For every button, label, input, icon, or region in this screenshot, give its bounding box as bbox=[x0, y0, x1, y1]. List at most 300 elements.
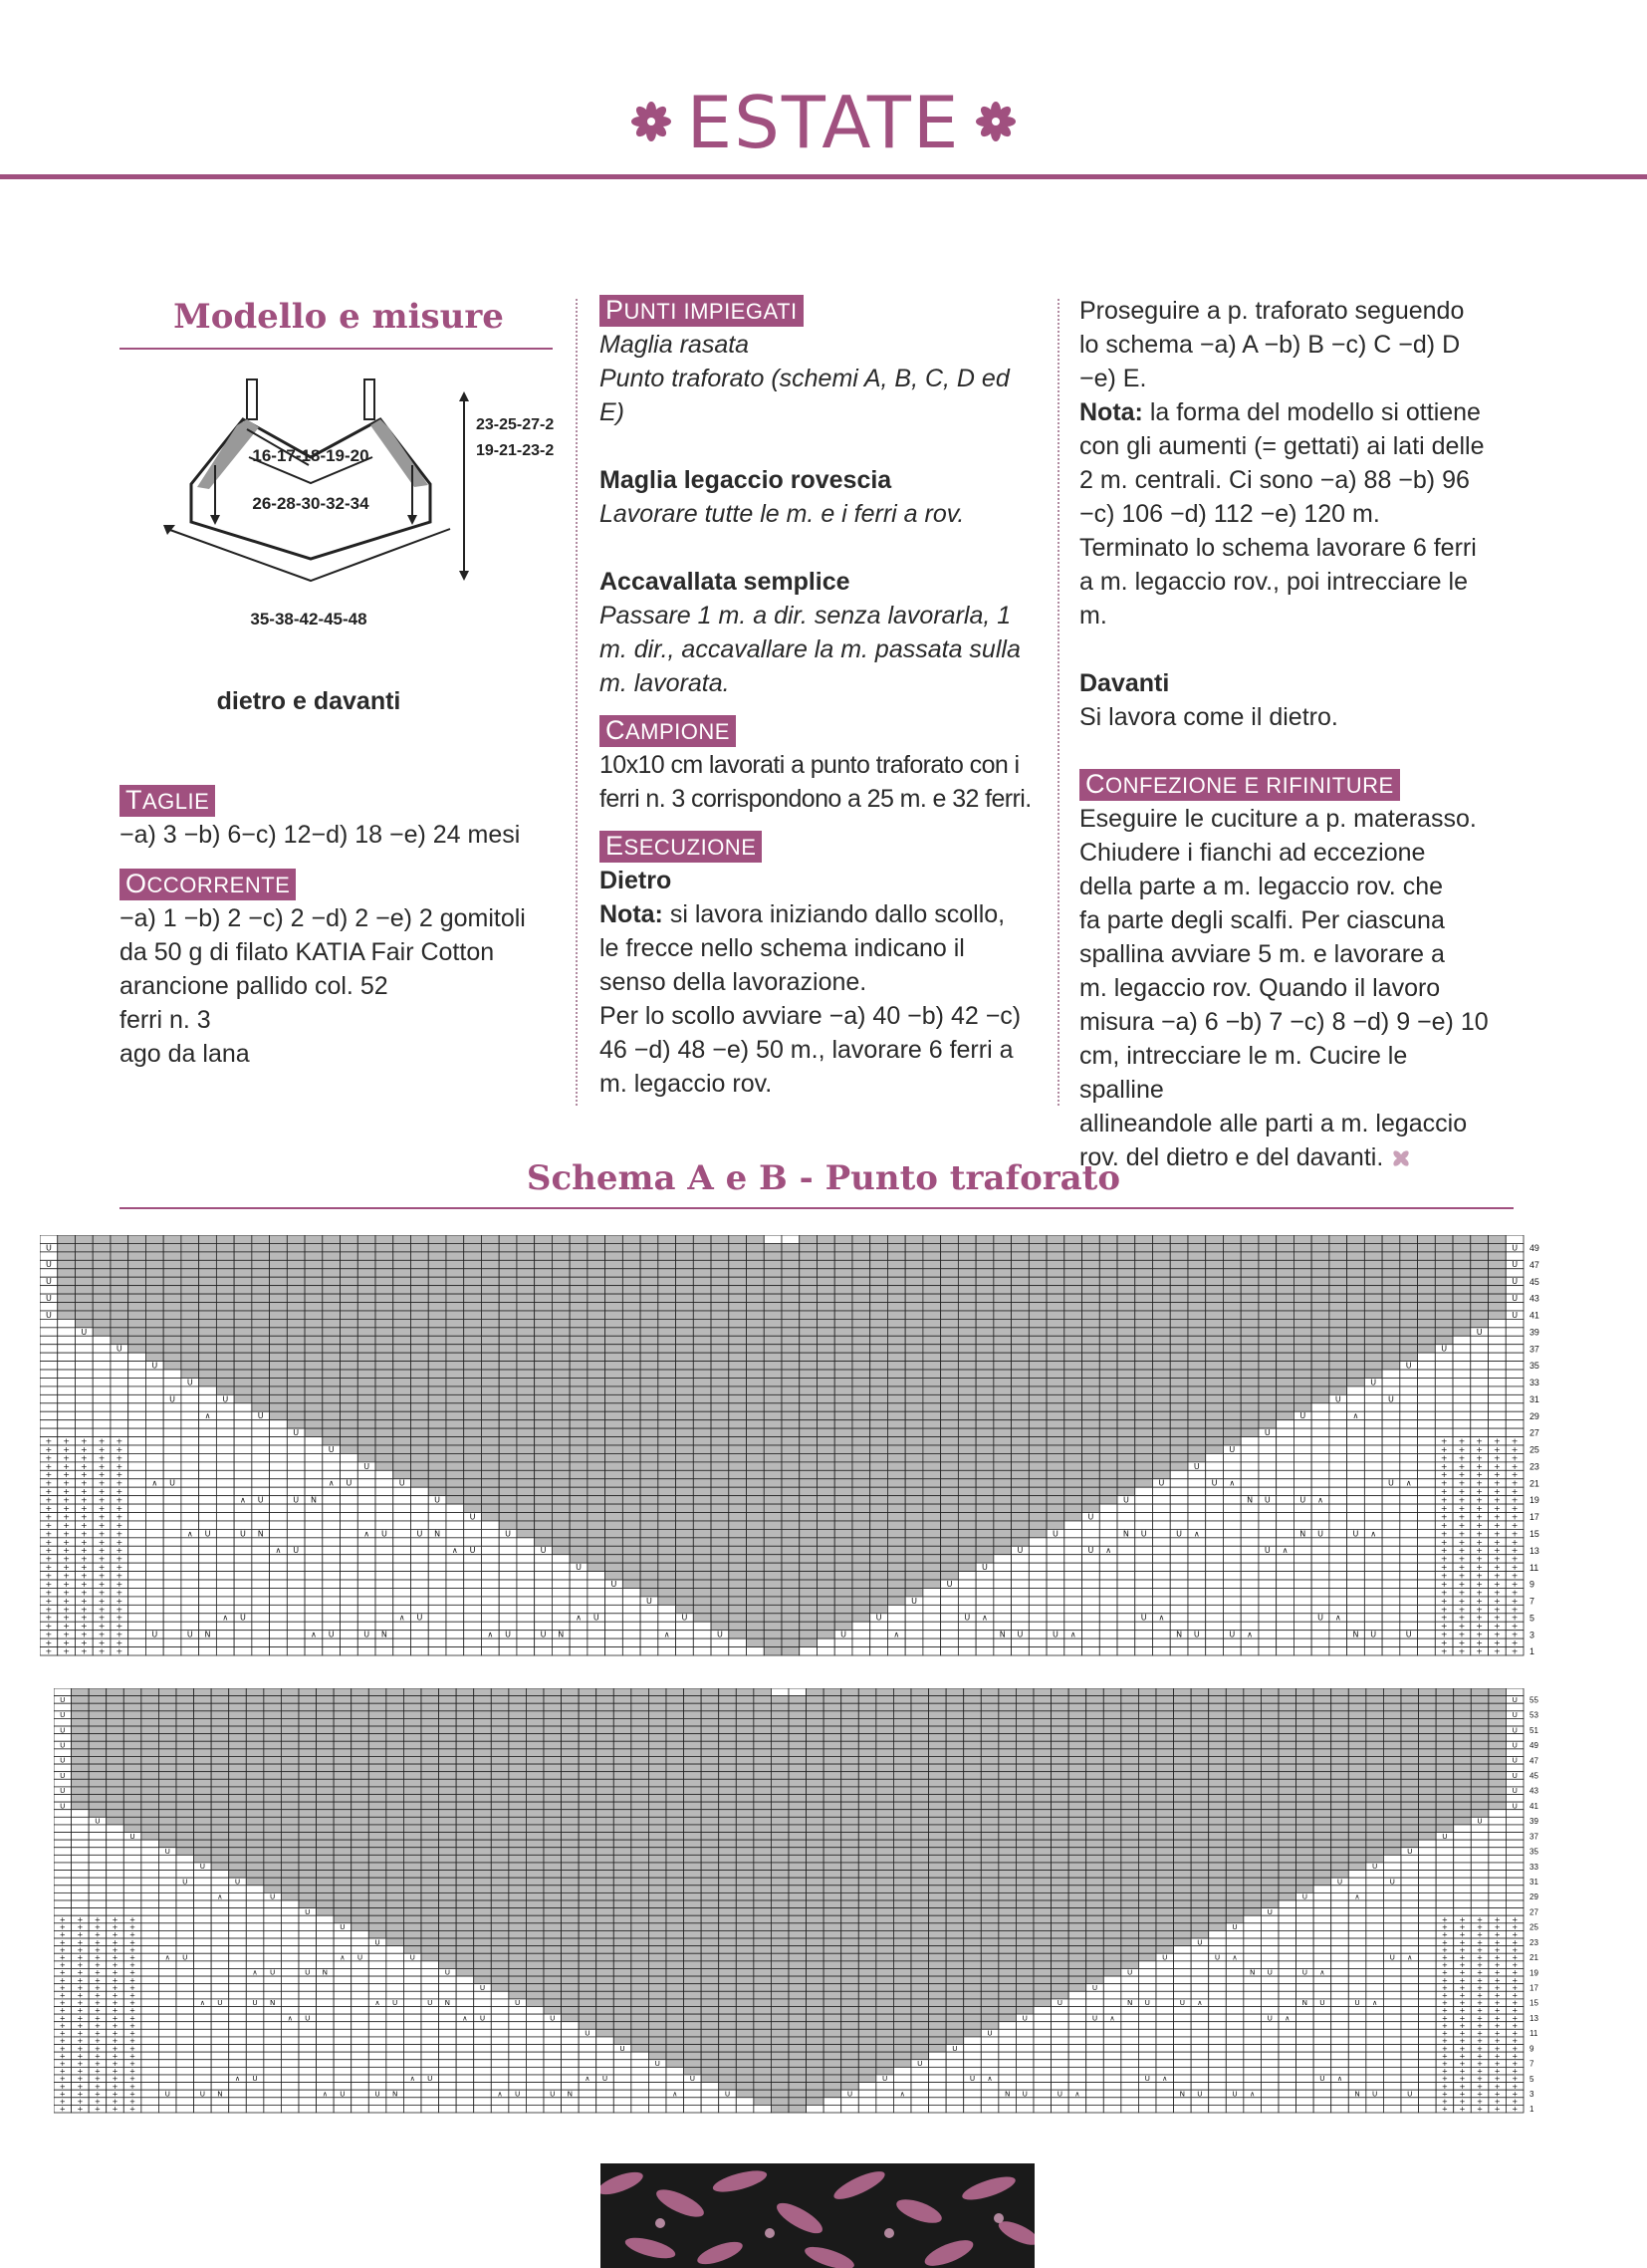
chart-cell bbox=[305, 1328, 323, 1336]
chart-cell bbox=[1400, 1260, 1418, 1268]
chart-cell bbox=[870, 1588, 888, 1596]
chart-cell bbox=[491, 1703, 509, 1711]
chart-cell bbox=[676, 1622, 694, 1630]
chart-symbol: + bbox=[63, 1646, 70, 1656]
chart-cell bbox=[800, 1521, 818, 1529]
chart-cell bbox=[481, 1605, 499, 1613]
chart-cell bbox=[1223, 1521, 1241, 1529]
chart-cell bbox=[1364, 1638, 1382, 1646]
chart-cell bbox=[1047, 1521, 1064, 1529]
chart-cell bbox=[605, 1521, 623, 1529]
chart-cell bbox=[1170, 1353, 1188, 1361]
chart-cell bbox=[693, 1277, 711, 1285]
chart-symbol: + bbox=[98, 1579, 106, 1589]
chart-cell bbox=[158, 1703, 176, 1711]
chart-cell bbox=[393, 1437, 411, 1445]
chart-cell bbox=[270, 1336, 288, 1344]
chart-cell bbox=[163, 1235, 181, 1243]
chart-cell bbox=[552, 1411, 570, 1419]
chart-cell bbox=[976, 1319, 994, 1327]
chart-cell bbox=[234, 1370, 252, 1378]
chart-row-label: 45 bbox=[1529, 1276, 1539, 1287]
chart-cell bbox=[128, 1311, 146, 1319]
chart-cell bbox=[834, 1394, 852, 1402]
chart-cell bbox=[111, 1269, 128, 1277]
chart-cell bbox=[1064, 1311, 1082, 1319]
chart-cell bbox=[579, 1688, 596, 1696]
chart-cell bbox=[1082, 1588, 1100, 1596]
chart-cell bbox=[145, 1370, 163, 1378]
chart-cell bbox=[1489, 1235, 1507, 1243]
chart-cell bbox=[446, 1235, 464, 1243]
chart-cell bbox=[216, 1496, 234, 1504]
chart-cell bbox=[544, 1711, 562, 1719]
chart-cell bbox=[1064, 1370, 1082, 1378]
chart-cell bbox=[1047, 1243, 1064, 1251]
chart-cell bbox=[1082, 1394, 1100, 1402]
chart-cell bbox=[1012, 1470, 1030, 1478]
chart-cell bbox=[375, 1622, 393, 1630]
chart-cell bbox=[446, 1362, 464, 1370]
chart-cell bbox=[552, 1638, 570, 1646]
chart-cell bbox=[145, 1386, 163, 1394]
chart-cell bbox=[570, 1647, 588, 1655]
chart-cell bbox=[588, 1403, 605, 1411]
chart-cell bbox=[1188, 1563, 1206, 1571]
chart-cell bbox=[1082, 1353, 1100, 1361]
chart-cell bbox=[858, 1688, 876, 1696]
chart-cell bbox=[941, 1605, 959, 1613]
chart-cell bbox=[481, 1513, 499, 1521]
chart-cell bbox=[411, 1260, 429, 1268]
chart-symbol: U bbox=[1158, 1478, 1165, 1488]
chart-cell bbox=[1311, 1428, 1329, 1436]
chart-cell bbox=[817, 1470, 834, 1478]
chart-cell bbox=[976, 1496, 994, 1504]
chart-cell bbox=[128, 1605, 146, 1613]
chart-cell bbox=[754, 1688, 772, 1696]
chart-cell bbox=[870, 1580, 888, 1588]
chart-cell bbox=[929, 1703, 947, 1711]
chart-cell bbox=[1223, 1386, 1241, 1394]
chart-cell bbox=[411, 1428, 429, 1436]
chart-cell bbox=[1382, 1647, 1400, 1655]
chart-cell bbox=[1206, 1445, 1224, 1453]
chart-symbol: + bbox=[1511, 1588, 1519, 1598]
chart-cell bbox=[1188, 1614, 1206, 1622]
chart-cell bbox=[605, 1362, 623, 1370]
chart-cell bbox=[1012, 1479, 1030, 1487]
chart-cell bbox=[1400, 1403, 1418, 1411]
chart-cell bbox=[1241, 1563, 1259, 1571]
chart-cell bbox=[1241, 1529, 1259, 1537]
chart-cell bbox=[517, 1370, 535, 1378]
chart-cell bbox=[747, 1529, 765, 1537]
chart-cell bbox=[481, 1286, 499, 1294]
chart-cell bbox=[323, 1403, 341, 1411]
chart-cell bbox=[1223, 1546, 1241, 1554]
chart-cell bbox=[1435, 1311, 1453, 1319]
chart-symbol: U bbox=[1140, 1613, 1147, 1623]
chart-cell bbox=[357, 1403, 375, 1411]
chart-cell bbox=[887, 1370, 905, 1378]
chart-cell bbox=[1294, 1605, 1311, 1613]
chart-symbol: + bbox=[63, 1613, 70, 1623]
chart-cell bbox=[729, 1437, 747, 1445]
chart-cell bbox=[481, 1538, 499, 1546]
chart-cell bbox=[1329, 1555, 1347, 1563]
chart-cell bbox=[1277, 1631, 1294, 1638]
chart-cell bbox=[852, 1394, 870, 1402]
chart-cell bbox=[464, 1269, 482, 1277]
chart-cell bbox=[75, 1260, 93, 1268]
chart-cell bbox=[1311, 1286, 1329, 1294]
chart-cell bbox=[446, 1521, 464, 1529]
chart-symbol: + bbox=[98, 1520, 106, 1530]
chart-cell bbox=[605, 1487, 623, 1495]
chart-symbol: + bbox=[63, 1495, 70, 1505]
chart-cell bbox=[111, 1260, 128, 1268]
chart-cell bbox=[421, 1711, 439, 1719]
chart-cell bbox=[676, 1403, 694, 1411]
chart-symbol: + bbox=[1476, 1504, 1484, 1513]
chart-symbol: + bbox=[116, 1622, 123, 1632]
chart-cell bbox=[411, 1294, 429, 1302]
chart-cell bbox=[1099, 1269, 1117, 1277]
chart-cell bbox=[1047, 1555, 1064, 1563]
chart-cell bbox=[747, 1252, 765, 1260]
chart-cell bbox=[181, 1580, 199, 1588]
chart-cell bbox=[1206, 1555, 1224, 1563]
chart-cell bbox=[711, 1394, 729, 1402]
chart-cell bbox=[216, 1378, 234, 1386]
chart-cell bbox=[464, 1622, 482, 1630]
chart-cell bbox=[676, 1286, 694, 1294]
chart-cell bbox=[1170, 1605, 1188, 1613]
chart-cell bbox=[393, 1403, 411, 1411]
chart-cell bbox=[128, 1597, 146, 1605]
chart-cell bbox=[393, 1496, 411, 1504]
chart-cell bbox=[622, 1647, 640, 1655]
chart-cell bbox=[145, 1470, 163, 1478]
chart-cell bbox=[1029, 1470, 1047, 1478]
chart-cell bbox=[141, 1703, 159, 1711]
chart-cell bbox=[1029, 1437, 1047, 1445]
chart-cell bbox=[941, 1336, 959, 1344]
chart-cell bbox=[1241, 1311, 1259, 1319]
chart-cell bbox=[357, 1638, 375, 1646]
chart-cell bbox=[622, 1345, 640, 1353]
chart-cell bbox=[393, 1286, 411, 1294]
chart-cell bbox=[852, 1445, 870, 1453]
chart-cell bbox=[1064, 1470, 1082, 1478]
chart-cell bbox=[958, 1538, 976, 1546]
chart-cell bbox=[596, 1688, 614, 1696]
chart-cell bbox=[588, 1362, 605, 1370]
chart-cell bbox=[1294, 1311, 1311, 1319]
chart-cell bbox=[535, 1286, 553, 1294]
chart-cell bbox=[711, 1277, 729, 1285]
chart-cell bbox=[1277, 1252, 1294, 1260]
chart-cell bbox=[1029, 1445, 1047, 1453]
chart-cell bbox=[163, 1487, 181, 1495]
chart-cell bbox=[1029, 1411, 1047, 1419]
chart-cell bbox=[1047, 1504, 1064, 1512]
chart-cell bbox=[181, 1538, 199, 1546]
chart-symbol: + bbox=[80, 1596, 88, 1606]
chart-cell bbox=[264, 1703, 282, 1711]
chart-cell bbox=[887, 1546, 905, 1554]
chart-cell bbox=[323, 1462, 341, 1470]
chart-cell bbox=[1347, 1277, 1365, 1285]
chart-cell bbox=[375, 1394, 393, 1402]
chart-cell bbox=[800, 1328, 818, 1336]
chart-cell bbox=[1435, 1260, 1453, 1268]
chart-cell bbox=[870, 1647, 888, 1655]
chart-cell bbox=[163, 1622, 181, 1630]
chart-cell bbox=[535, 1605, 553, 1613]
chart-cell bbox=[1206, 1378, 1224, 1386]
chart-cell bbox=[1435, 1403, 1453, 1411]
chart-cell bbox=[229, 1696, 247, 1704]
chart-cell bbox=[958, 1445, 976, 1453]
chart-cell bbox=[393, 1453, 411, 1461]
chart-cell bbox=[375, 1294, 393, 1302]
chart-cell bbox=[1047, 1445, 1064, 1453]
chart-cell bbox=[834, 1622, 852, 1630]
chart-cell bbox=[1153, 1580, 1171, 1588]
chart-cell bbox=[341, 1622, 358, 1630]
chart-cell bbox=[216, 1235, 234, 1243]
chart-cell bbox=[800, 1235, 818, 1243]
chart-symbol: + bbox=[1476, 1646, 1484, 1656]
chart-cell bbox=[357, 1345, 375, 1353]
chart-symbol: ∧ bbox=[1334, 1613, 1341, 1623]
chart-cell bbox=[464, 1294, 482, 1302]
chart-row-label: 19 bbox=[1529, 1495, 1539, 1506]
chart-cell bbox=[1117, 1597, 1135, 1605]
chart-cell bbox=[145, 1403, 163, 1411]
chart-cell bbox=[1311, 1513, 1329, 1521]
chart-row-label: 37 bbox=[1529, 1344, 1539, 1355]
chart-cell bbox=[905, 1294, 923, 1302]
chart-cell bbox=[976, 1303, 994, 1311]
chart-cell bbox=[1311, 1521, 1329, 1529]
chart-cell bbox=[163, 1411, 181, 1419]
chart-cell bbox=[341, 1521, 358, 1529]
chart-cell bbox=[1223, 1286, 1241, 1294]
chart-cell bbox=[299, 1703, 317, 1711]
chart-cell bbox=[1170, 1311, 1188, 1319]
chart-cell bbox=[976, 1428, 994, 1436]
chart-symbol: N bbox=[999, 1630, 1006, 1639]
chart-cell bbox=[764, 1386, 782, 1394]
chart-cell bbox=[905, 1638, 923, 1646]
chart-cell bbox=[1435, 1303, 1453, 1311]
chart-cell bbox=[852, 1504, 870, 1512]
chart-cell bbox=[1029, 1588, 1047, 1596]
chart-cell bbox=[40, 1403, 58, 1411]
chart-cell bbox=[817, 1462, 834, 1470]
chart-cell bbox=[676, 1328, 694, 1336]
chart-cell bbox=[1382, 1453, 1400, 1461]
chart-symbol: U bbox=[45, 1310, 52, 1320]
chart-cell bbox=[305, 1260, 323, 1268]
chart-cell bbox=[552, 1252, 570, 1260]
chart-cell bbox=[1364, 1513, 1382, 1521]
chart-symbol: + bbox=[1458, 1537, 1466, 1547]
chart-cell bbox=[800, 1538, 818, 1546]
chart-cell bbox=[1047, 1345, 1064, 1353]
chart-cell bbox=[782, 1277, 800, 1285]
chart-cell bbox=[464, 1336, 482, 1344]
section-head-occorrente: OCCORRENTE bbox=[119, 869, 296, 900]
chart-cell bbox=[887, 1496, 905, 1504]
chart-cell bbox=[145, 1437, 163, 1445]
chart-cell bbox=[428, 1453, 446, 1461]
chart-cell bbox=[994, 1362, 1012, 1370]
chart-cell bbox=[870, 1563, 888, 1571]
chart-cell bbox=[923, 1563, 941, 1571]
chart-cell bbox=[676, 1437, 694, 1445]
chart-cell bbox=[570, 1260, 588, 1268]
chart-cell bbox=[334, 1711, 352, 1719]
chart-cell bbox=[1170, 1597, 1188, 1605]
chart-cell bbox=[1135, 1353, 1153, 1361]
chart-cell bbox=[764, 1462, 782, 1470]
chart-cell bbox=[782, 1311, 800, 1319]
chart-cell bbox=[1034, 1696, 1052, 1704]
chart-cell bbox=[1471, 1420, 1489, 1428]
chart-cell bbox=[1099, 1521, 1117, 1529]
chart-cell bbox=[1277, 1328, 1294, 1336]
chart-cell bbox=[747, 1286, 765, 1294]
chart-cell bbox=[666, 1696, 684, 1704]
chart-cell bbox=[958, 1529, 976, 1537]
chart-cell bbox=[1047, 1378, 1064, 1386]
chart-symbol: N bbox=[1247, 1495, 1254, 1505]
chart-cell bbox=[1082, 1243, 1100, 1251]
chart-cell bbox=[393, 1647, 411, 1655]
chart-cell bbox=[923, 1243, 941, 1251]
chart-cell bbox=[1223, 1243, 1241, 1251]
chart-symbol: + bbox=[1440, 1622, 1448, 1632]
chart-cell bbox=[1064, 1252, 1082, 1260]
chart-cell bbox=[588, 1243, 605, 1251]
chart-cell bbox=[1099, 1622, 1117, 1630]
chart-cell bbox=[1311, 1336, 1329, 1344]
chart-cell bbox=[1366, 1703, 1384, 1711]
chart-cell bbox=[1206, 1563, 1224, 1571]
chart-cell bbox=[1259, 1487, 1277, 1495]
chart-cell bbox=[852, 1521, 870, 1529]
chart-cell bbox=[964, 1703, 982, 1711]
chart-cell bbox=[622, 1453, 640, 1461]
chart-cell bbox=[1400, 1328, 1418, 1336]
chart-cell bbox=[622, 1411, 640, 1419]
chart-cell bbox=[234, 1437, 252, 1445]
chart-cell bbox=[1117, 1386, 1135, 1394]
chart-cell bbox=[163, 1462, 181, 1470]
chart-symbol: + bbox=[1494, 1571, 1501, 1581]
chart-cell bbox=[622, 1638, 640, 1646]
chart-cell bbox=[1099, 1328, 1117, 1336]
chart-cell bbox=[605, 1294, 623, 1302]
chart-cell bbox=[481, 1496, 499, 1504]
chart-cell bbox=[1064, 1647, 1082, 1655]
chart-cell bbox=[1029, 1345, 1047, 1353]
chart-cell bbox=[491, 1688, 509, 1696]
chart-cell bbox=[764, 1614, 782, 1622]
chart-cell bbox=[1135, 1277, 1153, 1285]
chart-cell bbox=[870, 1437, 888, 1445]
chart-cell bbox=[976, 1420, 994, 1428]
chart-cell bbox=[1348, 1688, 1366, 1696]
chart-cell bbox=[1117, 1479, 1135, 1487]
chart-cell bbox=[852, 1370, 870, 1378]
chart-cell bbox=[658, 1555, 676, 1563]
chart-cell bbox=[1382, 1462, 1400, 1470]
chart-cell bbox=[622, 1428, 640, 1436]
chart-cell bbox=[58, 1370, 76, 1378]
chart-cell bbox=[1135, 1411, 1153, 1419]
chart-cell bbox=[764, 1269, 782, 1277]
chart-symbol: U bbox=[416, 1529, 423, 1539]
chart-symbol: + bbox=[1440, 1461, 1448, 1471]
chart-cell bbox=[1382, 1319, 1400, 1327]
chart-cell bbox=[252, 1453, 270, 1461]
chart-cell bbox=[1117, 1394, 1135, 1402]
chart-cell bbox=[58, 1277, 76, 1285]
chart-cell bbox=[281, 1688, 299, 1696]
chart-cell bbox=[128, 1504, 146, 1512]
chart-cell bbox=[323, 1328, 341, 1336]
chart-symbol: + bbox=[1458, 1487, 1466, 1497]
chart-cell bbox=[905, 1470, 923, 1478]
chart-cell bbox=[428, 1563, 446, 1571]
chart-symbol: + bbox=[1476, 1495, 1484, 1505]
chart-cell bbox=[1241, 1378, 1259, 1386]
chart-cell bbox=[1241, 1521, 1259, 1529]
chart-cell bbox=[474, 1703, 492, 1711]
chart-cell bbox=[323, 1420, 341, 1428]
chart-cell bbox=[905, 1252, 923, 1260]
chart-cell bbox=[994, 1277, 1012, 1285]
chart-cell bbox=[481, 1479, 499, 1487]
chart-cell bbox=[128, 1411, 146, 1419]
chart-cell bbox=[747, 1269, 765, 1277]
chart-cell bbox=[570, 1411, 588, 1419]
chart-cell bbox=[1259, 1311, 1277, 1319]
chart-cell bbox=[841, 1696, 859, 1704]
chart-cell bbox=[1191, 1703, 1209, 1711]
chart-cell bbox=[1064, 1605, 1082, 1613]
chart-cell bbox=[1012, 1411, 1030, 1419]
chart-cell bbox=[481, 1319, 499, 1327]
chart-cell bbox=[622, 1370, 640, 1378]
chart-cell bbox=[375, 1336, 393, 1344]
chart-cell bbox=[800, 1303, 818, 1311]
chart-cell bbox=[1400, 1378, 1418, 1386]
chart-cell bbox=[1347, 1572, 1365, 1580]
chart-cell bbox=[163, 1362, 181, 1370]
chart-cell bbox=[163, 1580, 181, 1588]
confezione-line: rov. del dietro e del davanti. bbox=[1079, 1143, 1384, 1171]
chart-cell bbox=[994, 1470, 1012, 1478]
chart-cell bbox=[941, 1437, 959, 1445]
chart-cell bbox=[747, 1647, 765, 1655]
chart-cell bbox=[1223, 1303, 1241, 1311]
